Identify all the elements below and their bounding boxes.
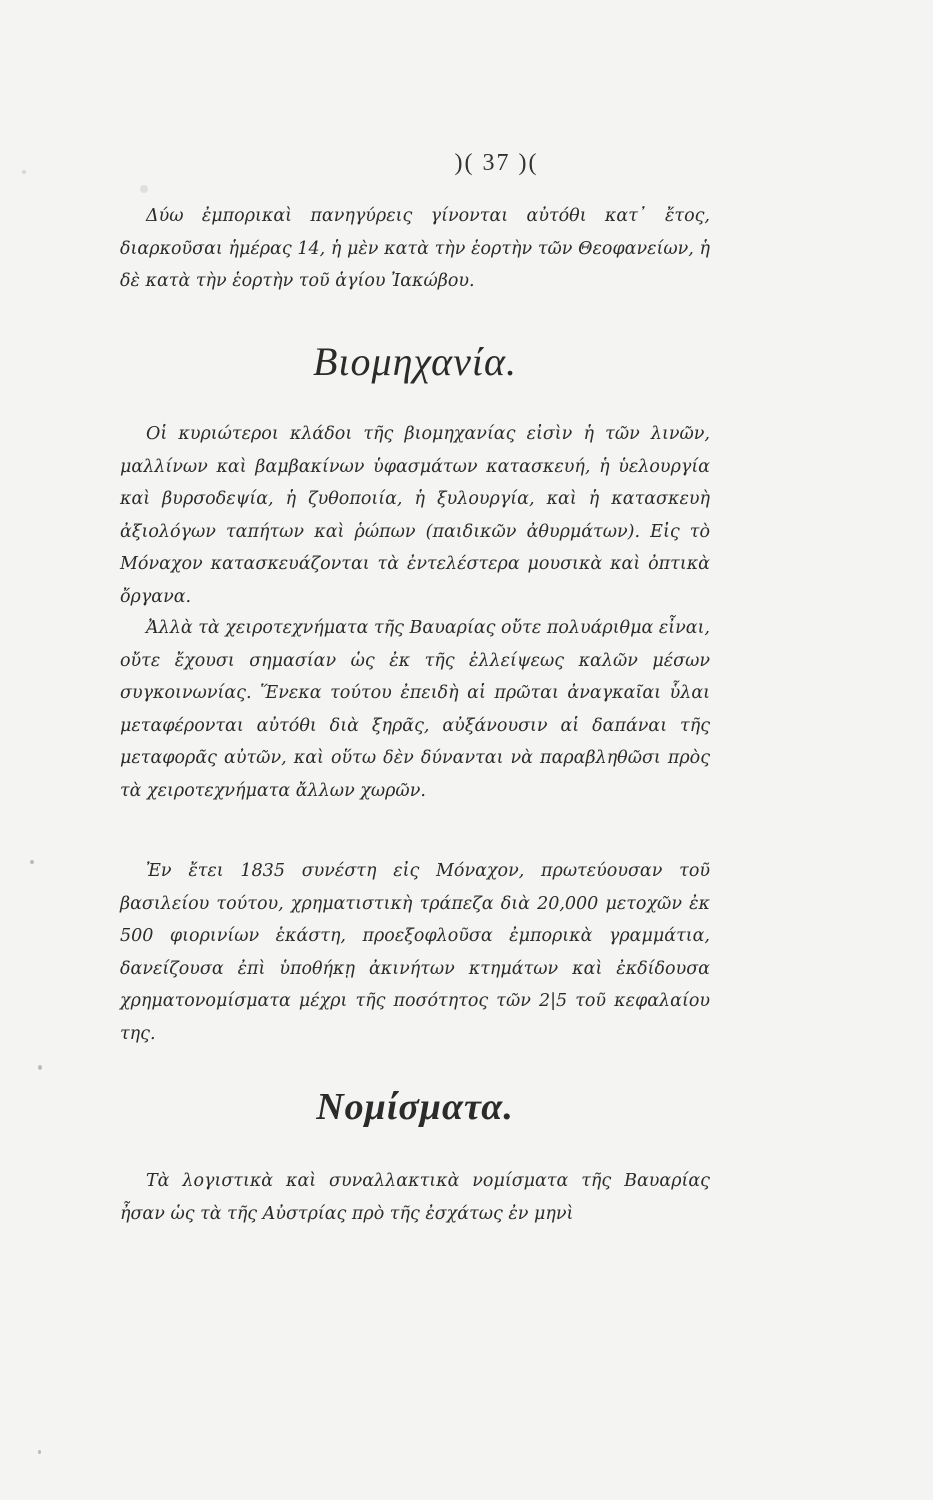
paragraph-text: Τὰ λογιστικὰ καὶ συναλλακτικὰ νομίσματα τῆς Βαυαρίας ἦσαν ὡς τὰ τῆς Αὐστρίας πρὸ τῆς ἐσχάτως ἐν μηνὶ [120, 1171, 710, 1224]
heading-text: Βιομηχανία. [312, 339, 518, 384]
paragraph-industry-branches [120, 418, 710, 613]
paragraph-text: Δύω ἐμπορικαὶ πανηγύρεις γίνονται αὐτόθι κατ᾽ ἔτος, διαρκοῦσαι ἡμέρας 14, ἡ μὲν κατὰ τὴν ἑορτὴν τῶν Θεοφανείων, ἡ δὲ κατὰ τὴν ἑορτὴν τοῦ ἁγίου Ἰακώβου. [120, 206, 710, 291]
heading-text: Νομίσματα. [316, 1086, 514, 1128]
paragraph-text: Οἱ κυριώτεροι κλάδοι τῆς βιομηχανίας εἰσὶν ἡ τῶν λινῶν, μαλλίνων καὶ βαμβακίνων ὑφασμάτων κατασκευή, ἡ ὑελουργία καὶ βυρσοδεψία, ἡ ζυθοποιία, ἡ ξυλουργία, καὶ ἡ κατασκευὴ ἀξιολόγων ταπήτων καὶ ῥώπων (παιδικῶν ἀθυρμάτων). Εἰς τὸ Μόναχον κατασκευάζονται τὰ ἐντελέστερα μουσικὰ καὶ ὀπτικὰ ὄργανα. [120, 424, 710, 607]
paragraph-text: Ἐν ἔτει 1835 συνέστη εἰς Μόναχον, πρωτεύουσαν τοῦ βασιλείου τούτου, χρηματιστικὴ τράπεζα διὰ 20,000 μετοχῶν ἐκ 500 φιορινίων ἑκάστη, προεξοφλοῦσα ἐμπορικὰ γραμμάτια, δανείζουσα ἐπὶ ὑποθήκῃ ἀκινήτων κτημάτων καὶ ἐκδίδουσα χρηματονομίσματα μέχρι τῆς ποσότητος τῶν 2|5 τοῦ κεφαλαίου της. [120, 861, 710, 1044]
paragraph-bank [120, 855, 710, 1050]
paragraph-fairs [120, 200, 710, 298]
paper-speck [22, 170, 26, 174]
section-heading-coins [120, 1085, 710, 1129]
paragraph-text: Ἀλλὰ τὰ χειροτεχνήματα τῆς Βαυαρίας οὔτε πολυάριθμα εἶναι, οὔτε ἔχουσι σημασίαν ὡς ἐκ τῆς ἐλλείψεως καλῶν μέσων συγκοινωνίας. Ἕνεκα τούτου ἐπειδὴ αἱ πρῶται ἀναγκαῖαι ὗλαι μεταφέρονται αὐτόθι διὰ ξηρᾶς, αὐξάνουσιν αἱ δαπάναι τῆς μεταφορᾶς αὐτῶν, καὶ οὕτω δὲν δύνανται νὰ παραβληθῶσι πρὸς τὰ χειροτεχνήματα ἄλλων χωρῶν. [120, 618, 710, 801]
page-number: )( 37 )( [454, 150, 539, 176]
paper-speck [140, 185, 148, 193]
paper-speck [38, 1450, 41, 1454]
section-heading-industry [120, 338, 710, 385]
paragraph-currency [120, 1165, 710, 1230]
paper-speck [38, 1065, 42, 1070]
paper-speck [30, 860, 34, 864]
paragraph-handicrafts [120, 612, 710, 807]
